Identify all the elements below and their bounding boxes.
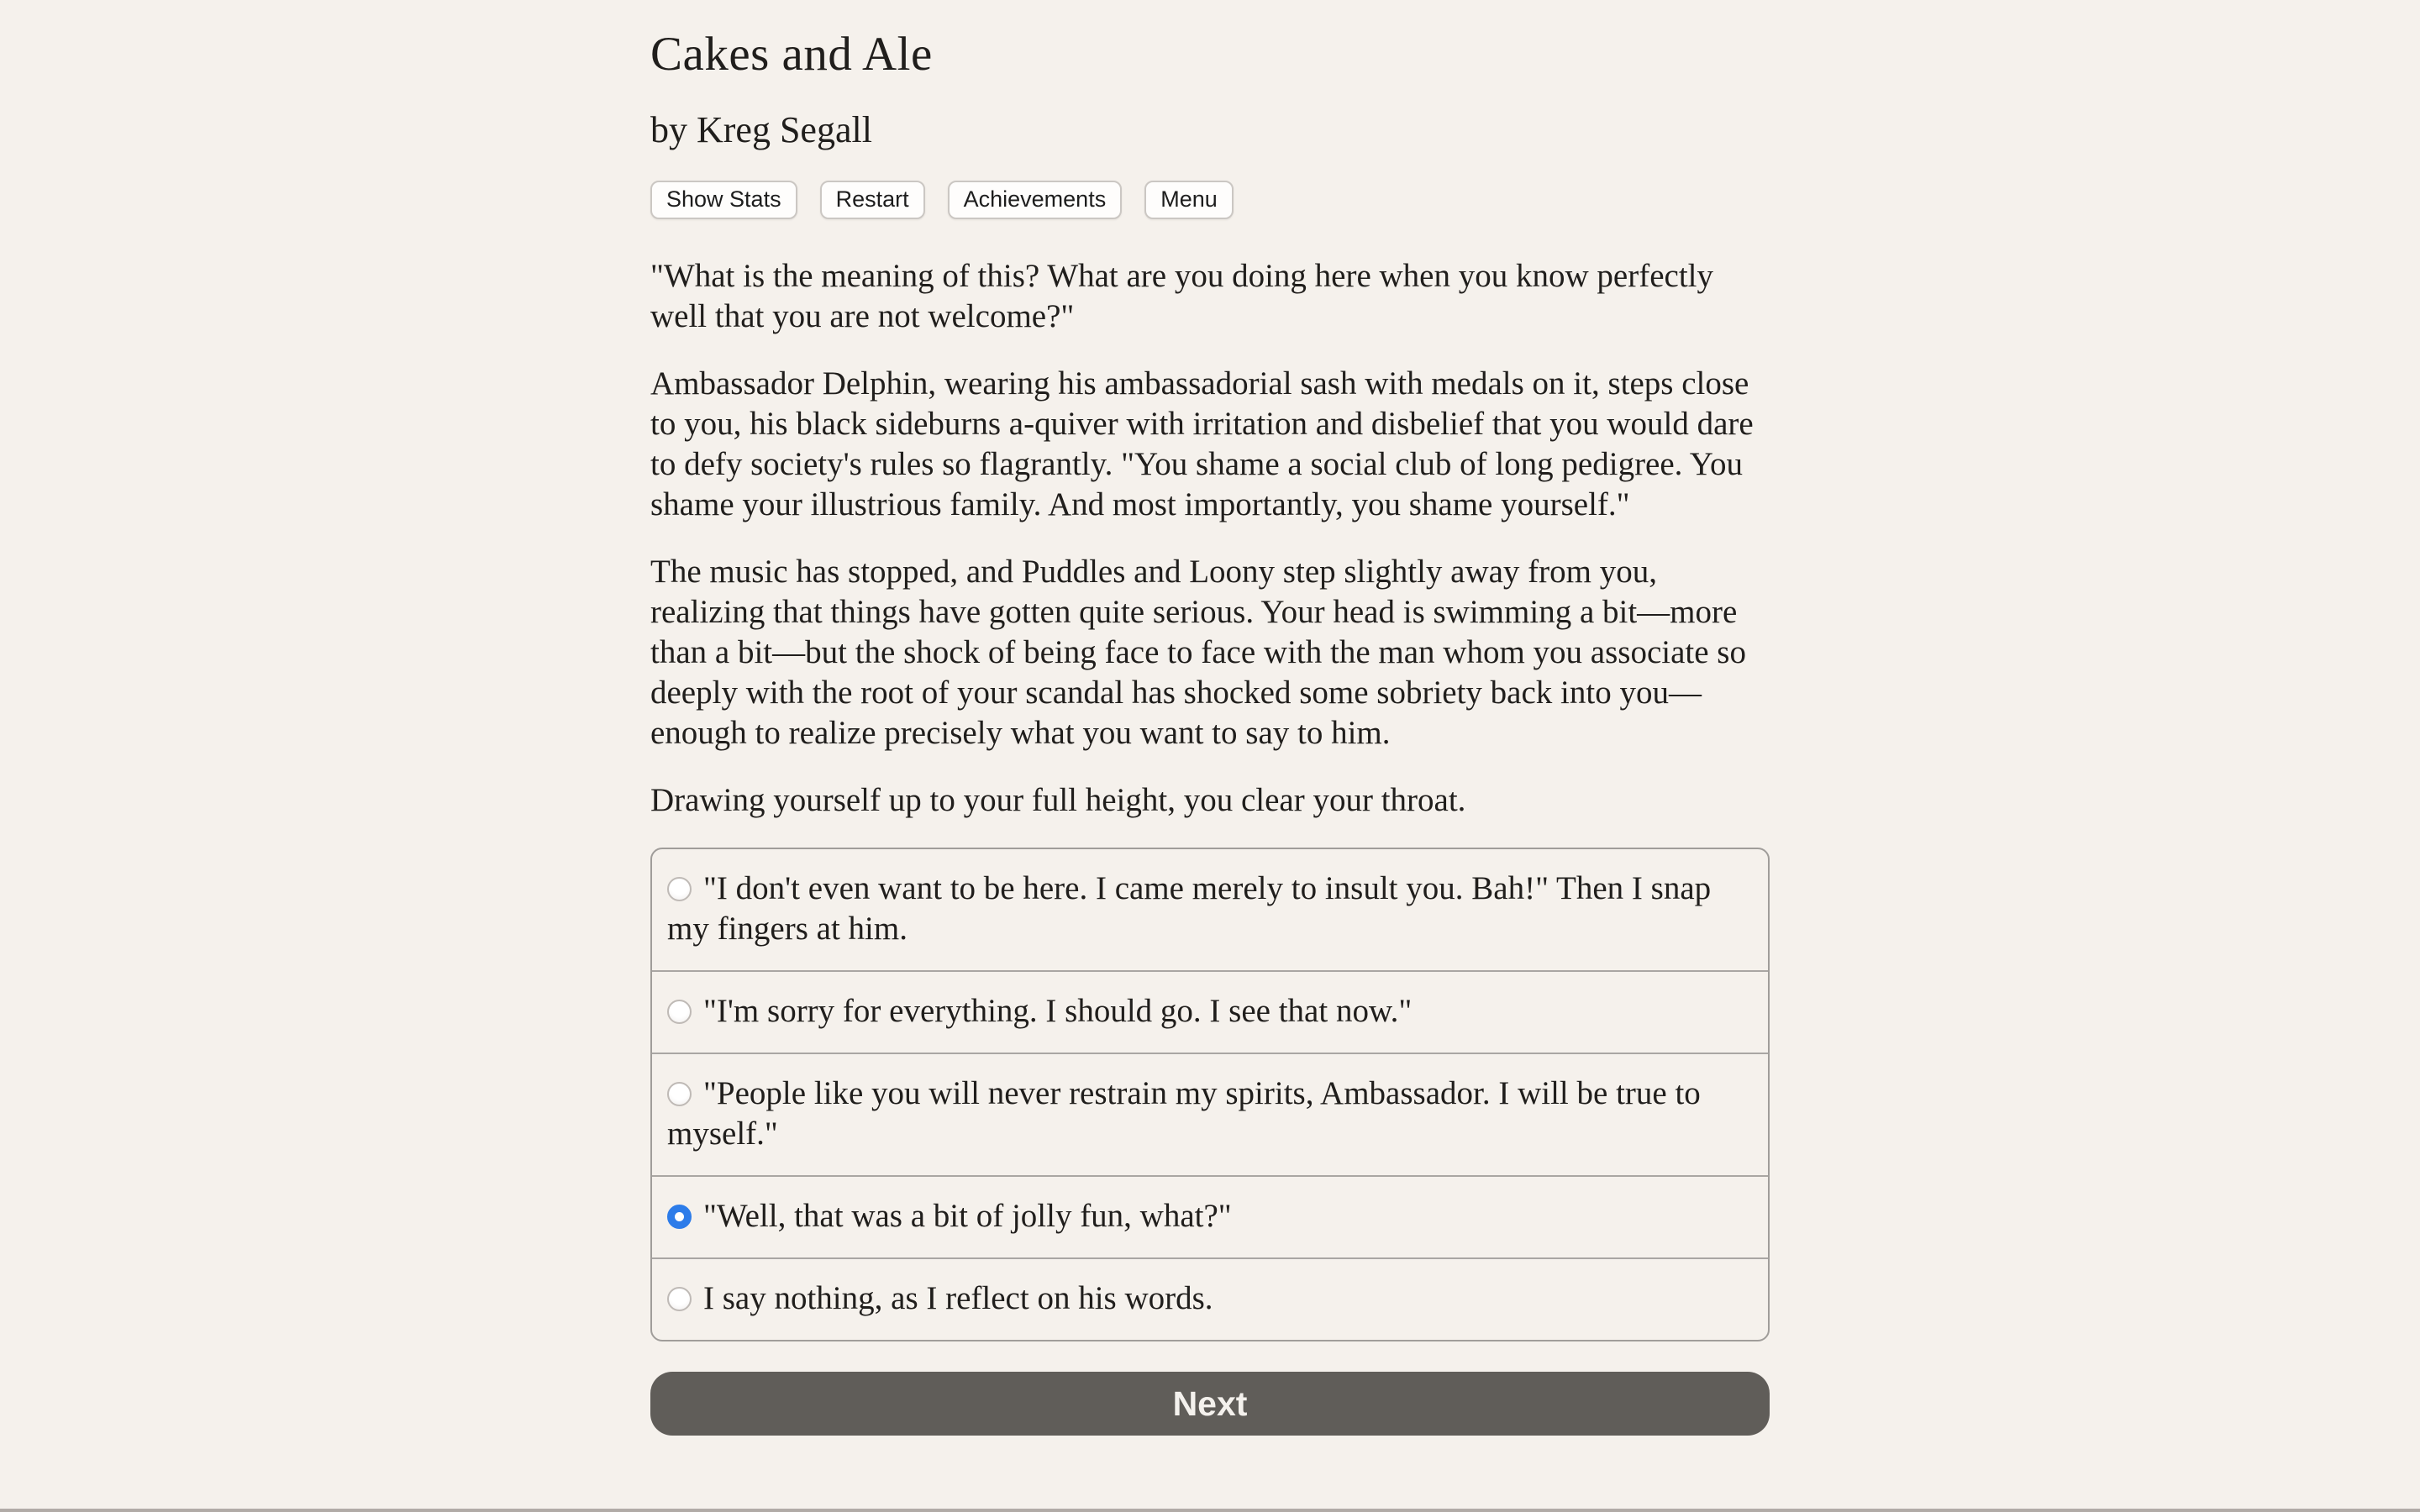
page-author: by Kreg Segall	[650, 108, 872, 150]
menu-button[interactable]: Menu	[1144, 181, 1234, 219]
story-paragraph: Drawing yourself up to your full height, you clear your throat.	[650, 782, 1466, 819]
choice-list	[650, 848, 1770, 1341]
story-paragraph: Ambassador Delphin, wearing his ambassadorial sash with medals on it, steps close to you, his black sideburns a-quiver with irritation and disbelief that you would dare to defy society's rules so flagrantly. "You shame a social club of long pedigree. You shame your illustrious family. And most importantly, you shame yourself."	[650, 365, 1754, 523]
choice-option-label: I say nothing, as I reflect on his words.	[703, 1280, 1213, 1317]
show-stats-button[interactable]: Show Stats	[650, 181, 797, 219]
choice-option-5[interactable]	[652, 1257, 1768, 1340]
radio-selected-icon[interactable]	[667, 1205, 692, 1229]
story-page	[650, 0, 1770, 1436]
choice-option-label: "People like you will never restrain my spirits, Ambassador. I will be true to myself."	[667, 1075, 1701, 1152]
radio-icon[interactable]	[667, 1082, 692, 1106]
choice-option-1[interactable]	[652, 849, 1768, 970]
radio-icon[interactable]	[667, 1000, 692, 1024]
choice-option-2[interactable]	[652, 970, 1768, 1053]
page-title: Cakes and Ale	[650, 28, 933, 81]
bottom-edge-divider	[0, 1509, 2420, 1512]
choice-option-label: "I'm sorry for everything. I should go. I see that now."	[703, 993, 1413, 1030]
toolbar	[650, 181, 1770, 219]
choice-option-4[interactable]	[652, 1175, 1768, 1257]
story-text	[650, 256, 1770, 821]
radio-icon[interactable]	[667, 877, 692, 901]
story-paragraph: The music has stopped, and Puddles and Loony step slightly away from you, realizing that things have gotten quite serious. Your head is swimming a bit—more than a bit—but the shock of being face to face with the man whom you associate so deeply with the root of your scandal has shocked some sobriety back into you—enough to realize precisely what you want to say to him.	[650, 554, 1746, 752]
story-paragraph: "What is the meaning of this? What are you doing here when you know perfectly well that you are not welcome?"	[650, 258, 1713, 335]
restart-button[interactable]: Restart	[820, 181, 925, 219]
achievements-button[interactable]: Achievements	[948, 181, 1123, 219]
choice-option-3[interactable]	[652, 1053, 1768, 1175]
choice-option-label: "I don't even want to be here. I came merely to insult you. Bah!" Then I snap my fingers at him.	[667, 870, 1712, 948]
radio-icon[interactable]	[667, 1287, 692, 1311]
choice-option-label: "Well, that was a bit of jolly fun, what?"	[703, 1198, 1232, 1235]
next-button[interactable]: Next	[650, 1372, 1770, 1436]
